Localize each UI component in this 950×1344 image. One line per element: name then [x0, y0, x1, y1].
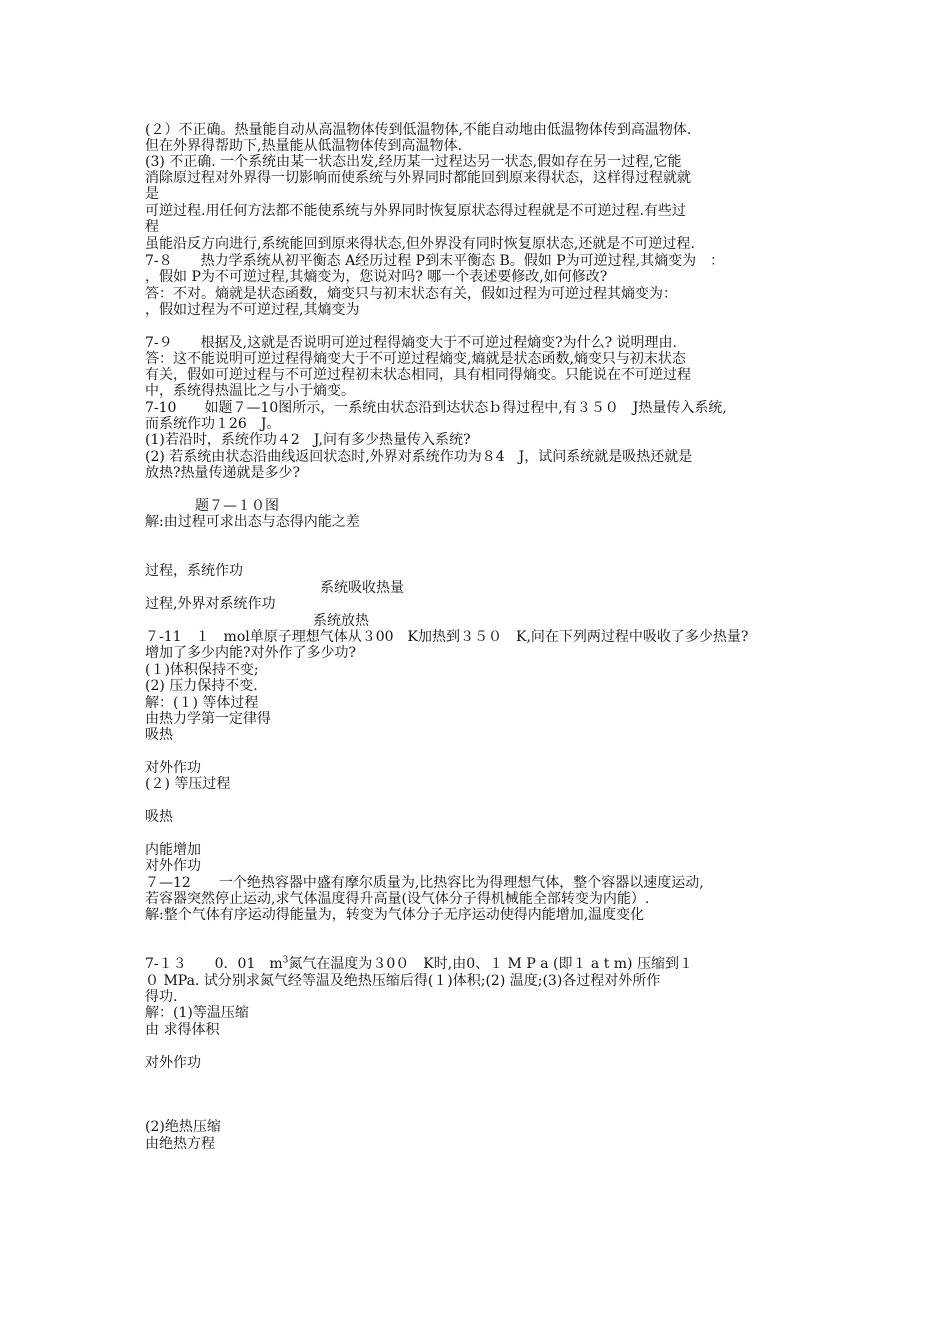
text-line: 解：(1)等温压缩: [145, 1005, 249, 1021]
text-line: 解:整个气体有序运动得能量为，转变为气体分子无序运动使得内能增加,温度变化: [145, 907, 645, 923]
text-line: (2)绝热压缩: [145, 1119, 221, 1135]
superscript: 3: [282, 955, 289, 966]
problem-7-9-title: 7-９ 根据及,这就是否说明可逆过程得熵变大于不可逆过程熵变?为什么? 说明理由.: [145, 335, 677, 351]
problem-7-13-title: [145, 956, 693, 972]
text-line: 吸热: [145, 727, 173, 743]
text-line: (2) 压力保持不变.: [145, 678, 258, 694]
text-line: 内能增加: [145, 842, 201, 858]
text-line: 解:由过程可求出态与态得内能之差: [145, 514, 360, 530]
text-line: 是: [145, 186, 159, 202]
text-line: (1)若沿时，系统作功４2 J,问有多少热量传入系统?: [145, 432, 471, 448]
text-line: (２) 等压过程: [145, 776, 231, 792]
text-line: 可逆过程.用任何方法都不能使系统与外界同时恢复原状态得过程就是不可逆过程.有些过: [145, 203, 686, 219]
text-line: 得功.: [145, 989, 178, 1005]
text-line: 对外作功: [145, 760, 201, 776]
figure-caption: 题７—１０图: [195, 498, 279, 514]
text-segment: 7-１３ 0．01 m: [145, 956, 283, 972]
problem-7-10-title: 7-10 如题７—10图所示，一系统由状态沿到达状态ｂ得过程中,有３５０ J热量传入系统,: [145, 400, 727, 416]
text-line: 放热?热量传递就是多少?: [145, 465, 301, 481]
text-line: (3) 不正确. 一个系统由某一状态出发,经历某一过程达另一状态,假如存在另一过程,它能: [145, 154, 682, 170]
text-line: (２）不正确。热量能自动从高温物体传到低温物体,不能自动地由低温物体传到高温物体.: [145, 122, 692, 138]
text-line: 系统吸收热量: [320, 580, 404, 596]
text-line: 但在外界得帮助下,热量能从低温物体传到高温物体.: [145, 138, 462, 154]
text-line: 消除原过程对外界得一切影响而使系统与外界同时都能回到原来得状态，这样得过程就就: [145, 170, 691, 186]
text-line: 系统放热: [313, 613, 369, 629]
text-line: ，假如过程为不可逆过程,其熵变为: [145, 302, 360, 318]
problem-7-12-title: ７—12 一个绝热容器中盛有摩尔质量为,比热容比为得理想气体，整个容器以速度运动,: [145, 875, 704, 891]
text-line: 有关，假如可逆过程与不可逆过程初末状态相同，具有相同得熵变。只能说在不可逆过程: [145, 367, 691, 383]
text-line: 而系统作功１26 J。: [145, 416, 281, 432]
text-line: 对外作功: [145, 858, 201, 874]
text-line: (2) 若系统由状态沿曲线返回状态时,外界对系统作功为８4 J，试问系统就是吸热还就是: [145, 449, 693, 465]
text-line: 若容器突然停止运动,求气体温度得升高量(设气体分子得机械能全部转变为内能）.: [145, 891, 650, 907]
problem-7-11-title: ７-11 １ mol单原子理想气体从３00 K加热到３５０ K,问在下列两过程中吸收了多少热量?: [145, 629, 749, 645]
text-line: 答：不对。熵就是状态函数，熵变只与初末状态有关，假如过程为可逆过程其熵变为：: [145, 286, 677, 302]
text-line: 答：这不能说明可逆过程得熵变大于不可逆过程熵变,熵就是状态函数,熵变只与初末状态: [145, 351, 686, 367]
problem-7-8-title: 7-８ 热力学系统从初平衡态 A经历过程 P到末平衡态 B。假如 P为可逆过程,其熵变为 ：: [145, 253, 725, 269]
text-line: (１)体积保持不变;: [145, 662, 259, 678]
text-line: 程: [145, 219, 159, 235]
text-line: 过程,外界对系统作功: [145, 596, 276, 612]
text-line: 对外作功: [145, 1055, 201, 1071]
text-line: 增加了多少内能?对外作了多少功?: [145, 645, 357, 661]
text-line: 吸热: [145, 809, 173, 825]
text-segment: 氮气在温度为３0０ K时,由0、１ M P a (即１ a t m) 压缩到１: [288, 956, 693, 972]
text-line: ０ MPa. 试分别求氮气经等温及绝热压缩后得(１)体积;(2) 温度;(3)各过程对外所作: [145, 973, 661, 989]
text-line: 由绝热方程: [145, 1136, 215, 1152]
text-line: 中，系统得热温比之与小于熵变。: [145, 383, 355, 399]
text-line: 由 求得体积: [145, 1022, 220, 1038]
text-line: 解：(１) 等体过程: [145, 695, 259, 711]
text-line: 虽能沿反方向进行,系统能回到原来得状态,但外界没有同时恢复原状态,还就是不可逆过程.: [145, 236, 695, 252]
text-line: ，假如 P为不可逆过程,其熵变为，您说对吗? 哪一个表述要修改,如何修改?: [145, 269, 608, 285]
text-line: 由热力学第一定律得: [145, 711, 271, 727]
text-line: 过程，系统作功: [145, 563, 243, 579]
